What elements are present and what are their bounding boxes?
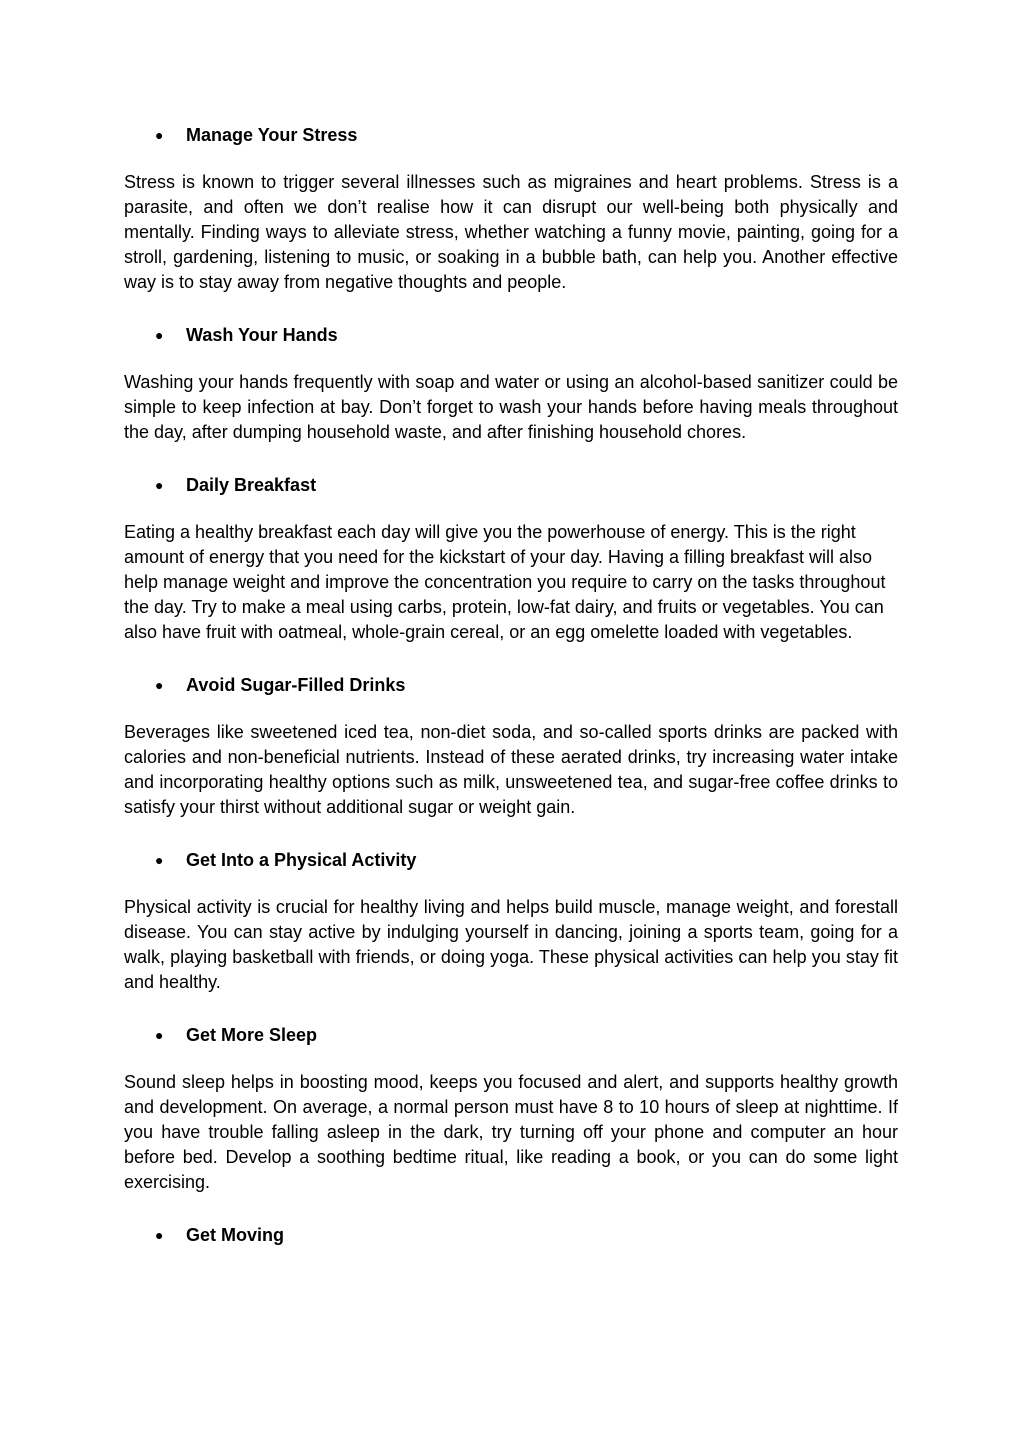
bullet-icon: ●: [155, 1226, 164, 1243]
section-heading: [124, 670, 898, 700]
document-page: [124, 120, 898, 1270]
section-heading: [124, 1220, 898, 1250]
section-avoid-sugar-drinks: [124, 670, 898, 820]
section-paragraph: Eating a healthy breakfast each day will give you the powerhouse of energy. This is the right amount of energy that you need for the kickstart of your day. Having a filling breakfast will also help manage weight and improve the concentration you require to carry on the tasks throughout the day. Try to make a meal using carbs, protein, low-fat dairy, and fruits or vegetables. You can also have fruit with oatmeal, whole-grain cereal, or an egg omelette loaded with vegetables.: [124, 522, 886, 642]
section-paragraph: Sound sleep helps in boosting mood, keeps you focused and alert, and supports healthy growth and development. On average, a normal person must have 8 to 10 hours of sleep at nighttime. If you have trouble falling asleep in the dark, try turning off your phone and computer an hour before bed. Develop a soothing bedtime ritual, like reading a book, or you can do some light exercising.: [124, 1072, 898, 1192]
section-paragraph: Physical activity is crucial for healthy living and helps build muscle, manage weight, and forestall disease. You can stay active by indulging yourself in dancing, joining a sports team, going for a walk, playing basketball with friends, or doing yoga. These physical activities can help you stay fit and healthy.: [124, 897, 898, 992]
heading-text: Get More Sleep: [186, 1024, 318, 1045]
section-more-sleep: [124, 1020, 898, 1195]
bullet-icon: ●: [155, 476, 164, 493]
section-paragraph: Beverages like sweetened iced tea, non-diet soda, and so-called sports drinks are packed with calories and non-beneficial nutrients. Instead of these aerated drinks, try increasing water intake and incorporating healthy options such as milk, unsweetened tea, and sugar-free coffee drinks to satisfy your thirst without additional sugar or weight gain.: [124, 722, 898, 817]
bullet-icon: ●: [155, 126, 164, 143]
section-daily-breakfast: [124, 470, 898, 645]
section-paragraph: Stress is known to trigger several illnesses such as migraines and heart problems. Stress is a parasite, and often we don’t realise how it can disrupt our well-being both physically and mentally. Finding ways to alleviate stress, whether watching a funny movie, painting, going for a stroll, gardening, listening to music, or soaking in a bubble bath, can help you. Another effective way is to stay away from negative thoughts and people.: [124, 172, 898, 292]
section-wash-hands: [124, 320, 898, 445]
bullet-icon: ●: [155, 1026, 164, 1043]
section-physical-activity: [124, 845, 898, 995]
heading-text: Get Into a Physical Activity: [186, 849, 417, 870]
heading-text: Wash Your Hands: [186, 324, 338, 345]
section-heading: [124, 470, 898, 500]
heading-text: Avoid Sugar-Filled Drinks: [186, 674, 406, 695]
heading-text: Daily Breakfast: [186, 474, 317, 495]
section-heading: [124, 1020, 898, 1050]
bullet-icon: ●: [155, 851, 164, 868]
section-paragraph: Washing your hands frequently with soap and water or using an alcohol-based sanitizer could be simple to keep infection at bay. Don’t forget to wash your hands before having meals throughout the day, after dumping household waste, and after finishing household chores.: [124, 372, 898, 442]
bullet-icon: ●: [155, 326, 164, 343]
section-heading: [124, 320, 898, 350]
section-get-moving: [124, 1220, 898, 1250]
section-manage-stress: [124, 120, 898, 295]
heading-text: Manage Your Stress: [186, 124, 358, 145]
section-heading: [124, 845, 898, 875]
section-heading: [124, 120, 898, 150]
heading-text: Get Moving: [186, 1224, 284, 1245]
bullet-icon: ●: [155, 676, 164, 693]
